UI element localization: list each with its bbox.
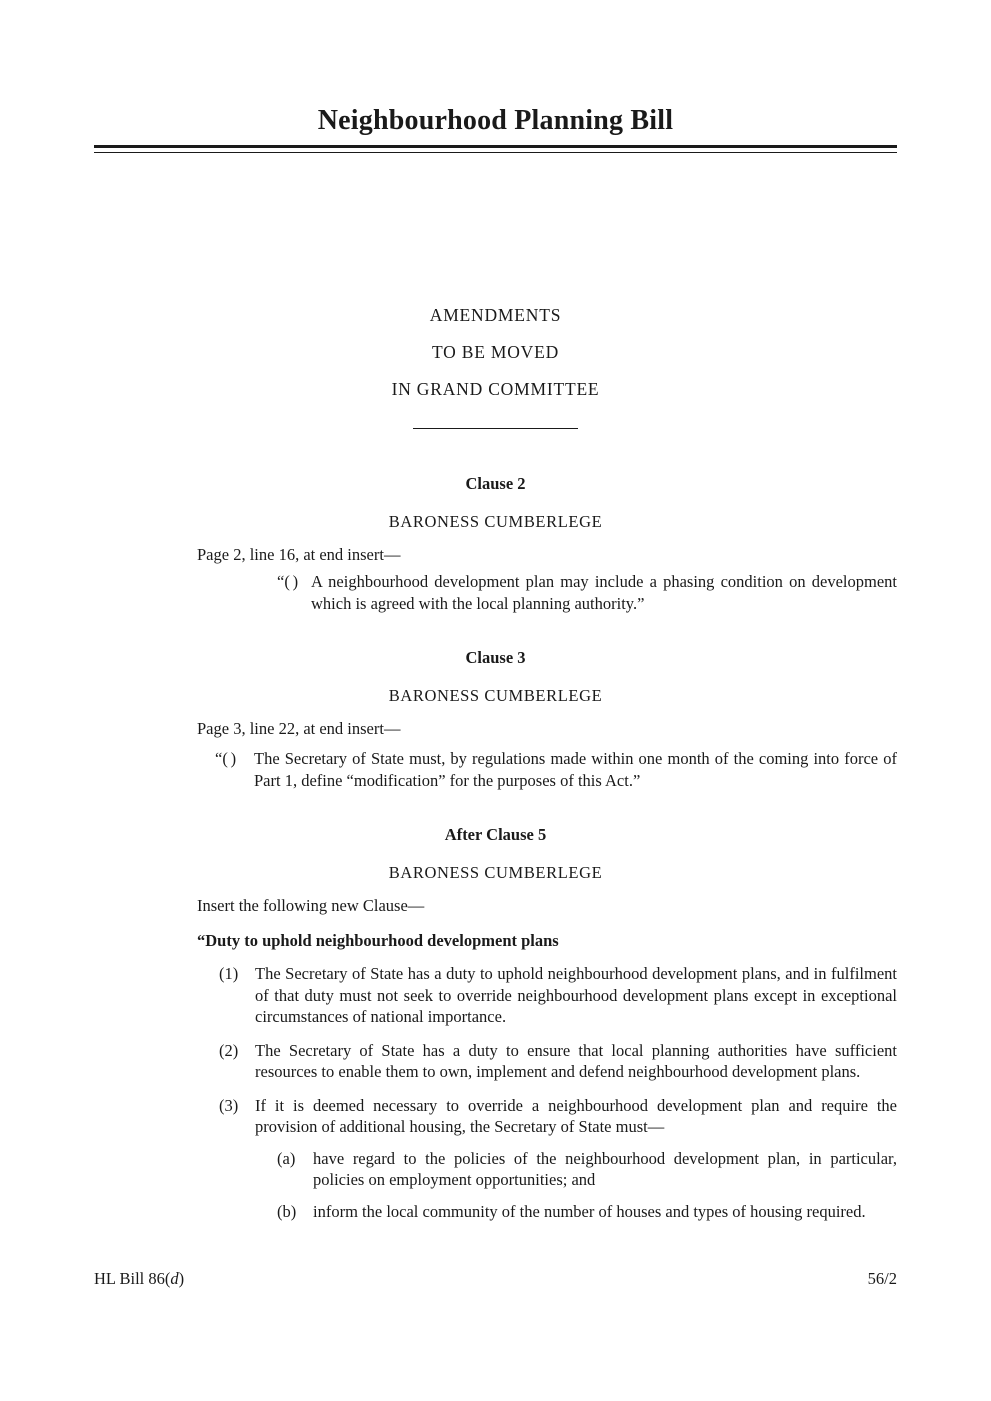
new-clause-title: “Duty to uphold neighbourhood development plans xyxy=(197,931,559,950)
new-clause-item-2-text: The Secretary of State has a duty to ensure that local planning authorities have sufficient resources to enable them to own, implement and defend neighbourhood development plans. xyxy=(255,1040,897,1081)
new-clause-item-1-text: The Secretary of State has a duty to uphold neighbourhood development plans, and in fulfilment of that duty must not seek to override neighbourhood development plans except in exceptional circumstances of national importance. xyxy=(255,964,897,1026)
amendment-page-reference: 56/2 xyxy=(867,1269,897,1288)
clause-2-section xyxy=(94,473,897,614)
after-clause-5-instruction: Insert the following new Clause— xyxy=(197,896,425,915)
clause-3-amendment xyxy=(215,748,897,791)
new-clause-item-3-marker: (3) xyxy=(219,1095,239,1115)
clause-2-amendment xyxy=(277,571,897,614)
new-clause-item-3-text: If it is deemed necessary to override a neighbourhood development plan and require the provision of additional housing, the Secretary of State must— xyxy=(255,1095,897,1136)
clause-3-sponsor: BARONESS CUMBERLEGE xyxy=(388,686,603,705)
new-clause-item-1 xyxy=(219,963,897,1028)
new-clause-item-2-marker: (2) xyxy=(219,1040,239,1060)
clause-3-instruction: Page 3, line 22, at end insert— xyxy=(197,719,401,738)
amendments-header-line-1: AMENDMENTS xyxy=(429,305,562,325)
amendments-header-line-3: IN GRAND COMMITTEE xyxy=(391,379,600,399)
bill-reference-suffix: ) xyxy=(178,1269,185,1288)
clause-2-heading: Clause 2 xyxy=(465,474,526,493)
bill-reference-prefix: HL Bill 86( xyxy=(94,1269,171,1288)
clause-2-sponsor: BARONESS CUMBERLEGE xyxy=(388,512,603,531)
after-clause-5-section xyxy=(94,824,897,1222)
amendments-header-line-2: TO BE MOVED xyxy=(431,342,560,362)
after-clause-5-sponsor: BARONESS CUMBERLEGE xyxy=(388,863,603,882)
amendments-header xyxy=(94,305,897,400)
page-footer xyxy=(94,1268,897,1289)
new-clause-item-2 xyxy=(219,1040,897,1083)
separator-rule xyxy=(413,428,578,429)
clause-3-section xyxy=(94,647,897,791)
page-title: Neighbourhood Planning Bill xyxy=(317,105,674,136)
new-clause-subitem-b-marker: (b) xyxy=(277,1201,297,1221)
new-clause-subitem-a-marker: (a) xyxy=(277,1148,296,1168)
clause-3-heading: Clause 3 xyxy=(465,648,526,667)
clause-2-instruction: Page 2, line 16, at end insert— xyxy=(197,545,401,564)
clause-2-amendment-marker: “( ) xyxy=(277,572,299,591)
bill-reference-letter: d xyxy=(170,1269,179,1288)
clause-2-amendment-text: A neighbourhood development plan may include a phasing condition on development which is agreed with the local planning authority.” xyxy=(311,572,897,613)
new-clause-subitem-a xyxy=(277,1148,897,1191)
clause-3-amendment-text: The Secretary of State must, by regulations made within one month of the coming into force of Part 1, define “modification” for the purposes of this Act.” xyxy=(254,749,897,790)
bill-reference xyxy=(94,1268,184,1289)
new-clause-subitem-b xyxy=(277,1201,897,1223)
new-clause-subitem-b-text: inform the local community of the number of houses and types of housing required. xyxy=(313,1201,866,1221)
clause-3-amendment-marker: “( ) xyxy=(215,749,237,768)
after-clause-5-heading: After Clause 5 xyxy=(444,825,547,844)
new-clause-item-3 xyxy=(219,1095,897,1138)
new-clause-subitem-a-text: have regard to the policies of the neighbourhood development plan, in particular, policies on employment opportunities; and xyxy=(313,1148,897,1189)
new-clause-item-1-marker: (1) xyxy=(219,964,239,983)
title-double-rule xyxy=(94,145,897,153)
